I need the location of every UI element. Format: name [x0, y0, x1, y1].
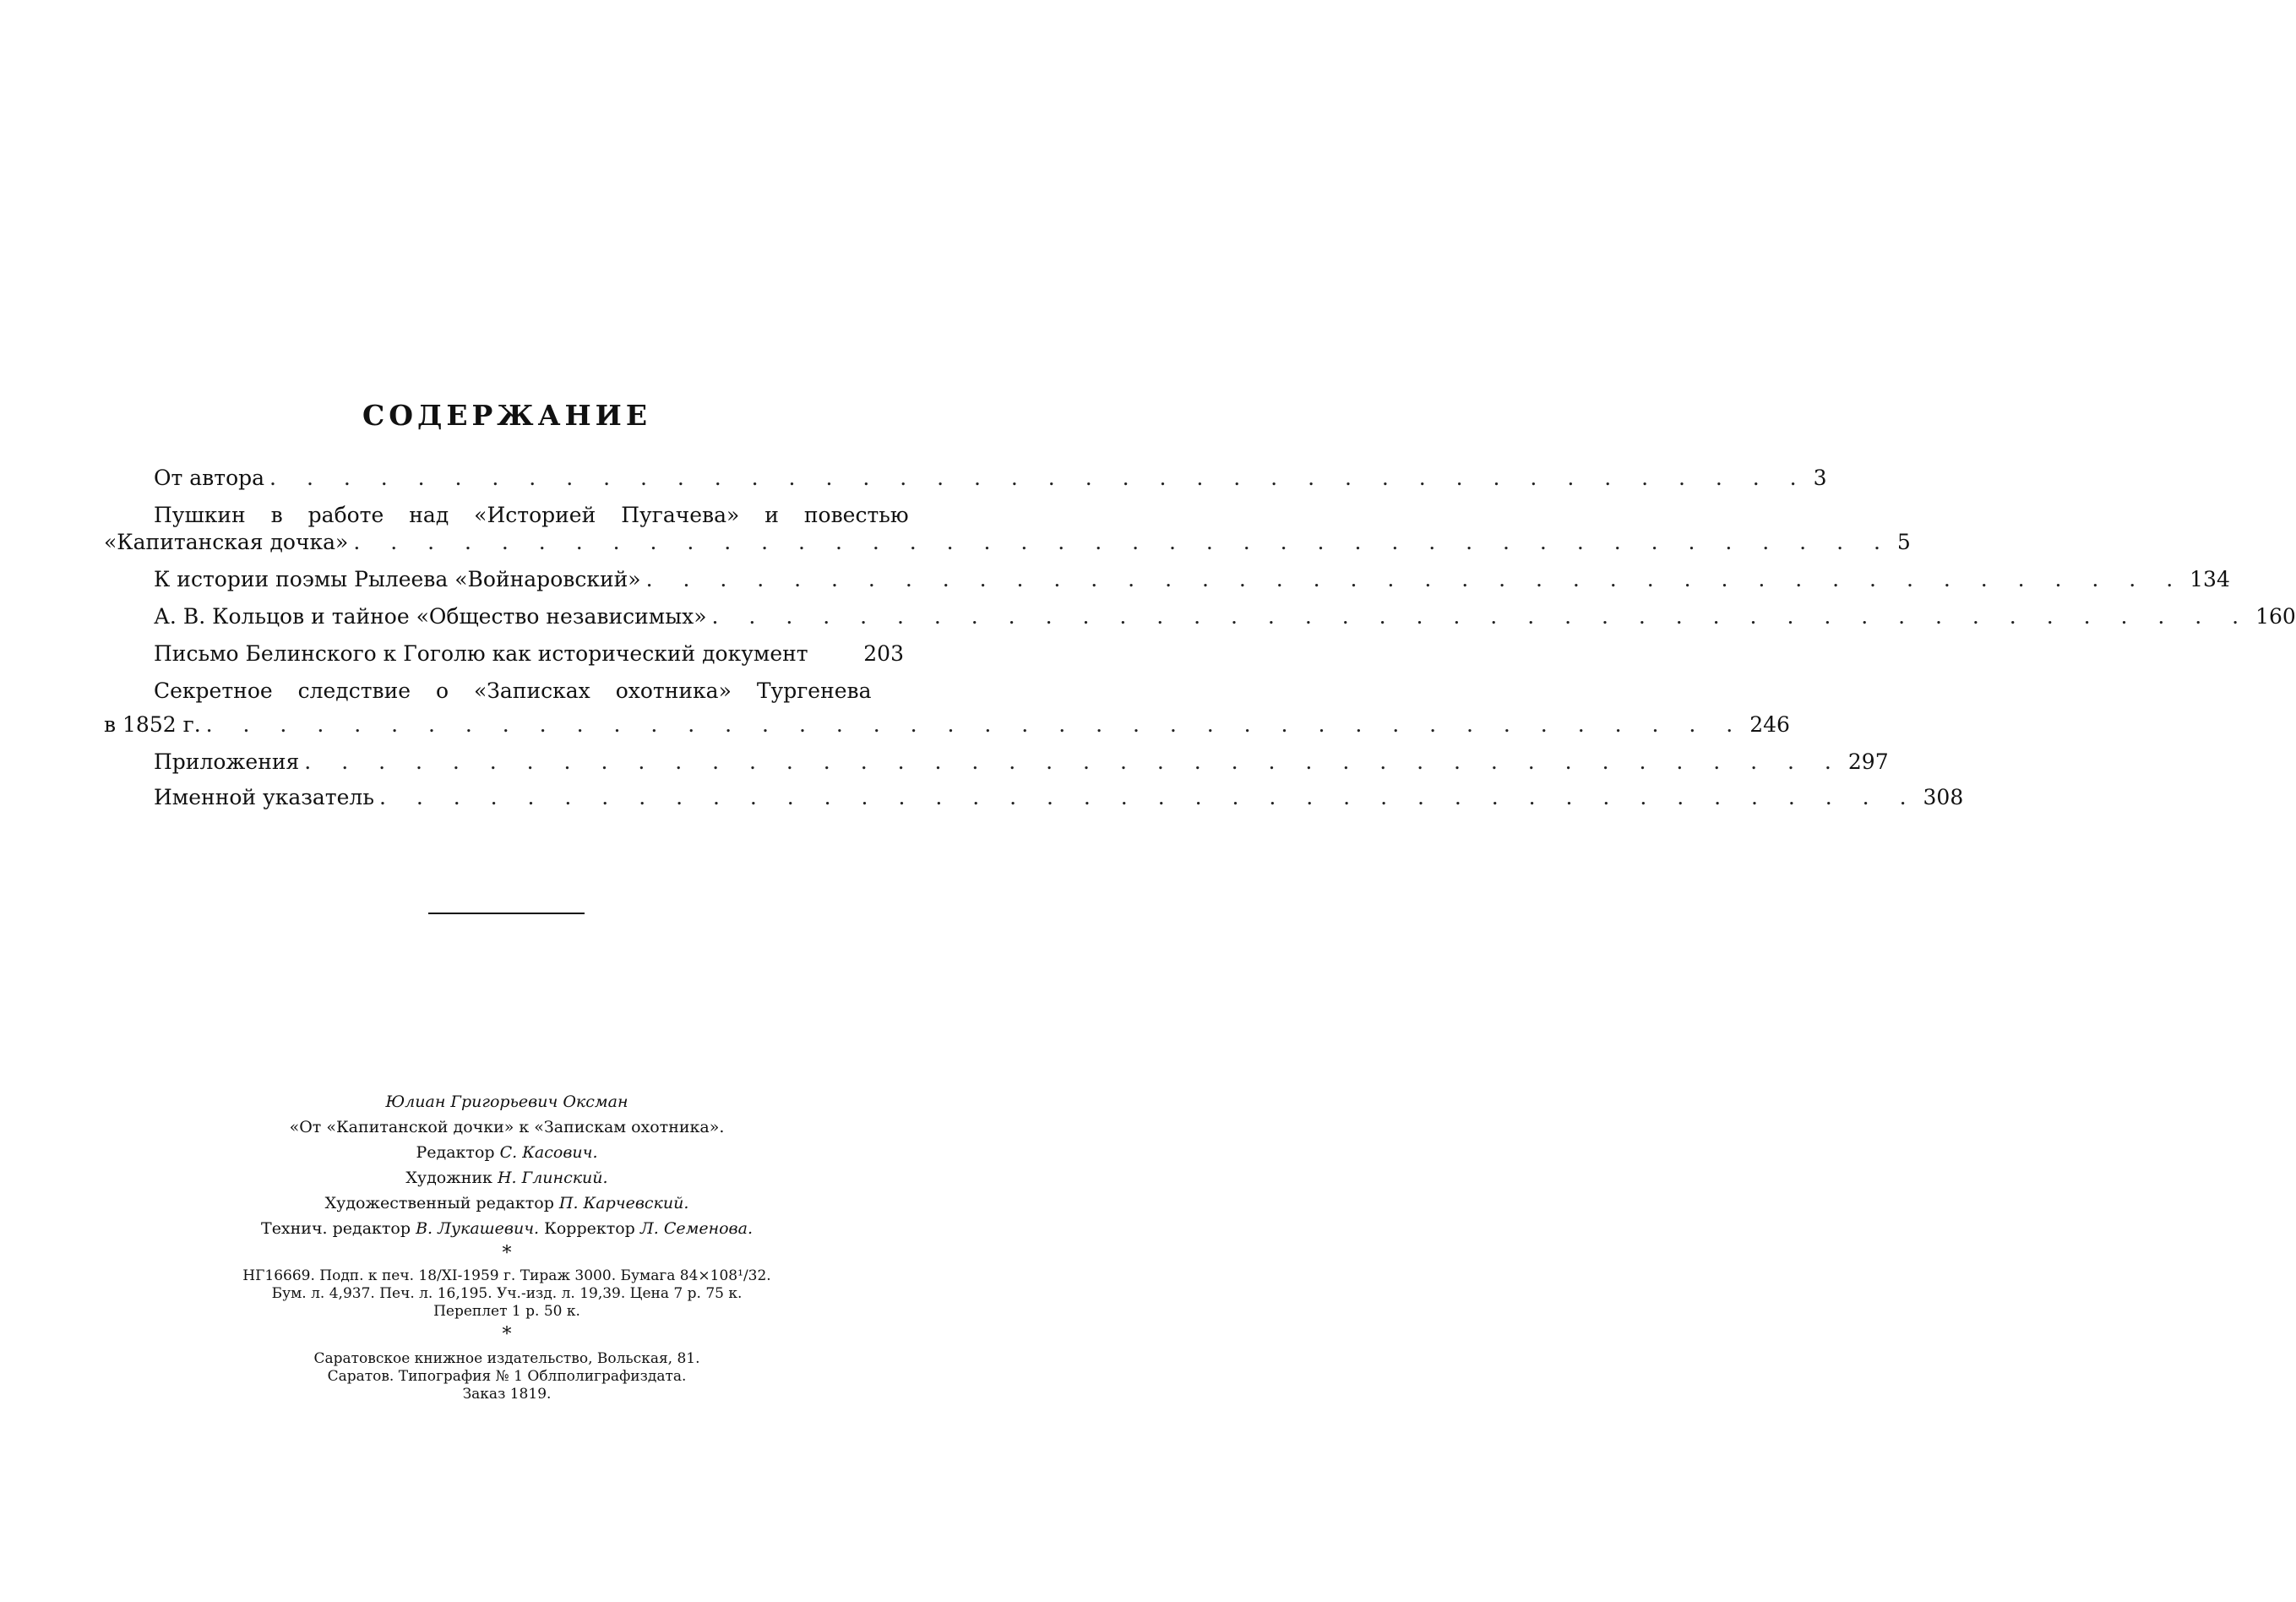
toc-entry-page: 5 — [1896, 530, 1911, 554]
imprint-artist — [0, 1166, 1014, 1190]
toc-entry-title: К истории поэмы Рылеева «Войнаровский» — [154, 567, 641, 591]
toc-entry — [104, 527, 1911, 558]
toc-entry — [154, 463, 1827, 493]
toc-entry — [154, 747, 1889, 777]
imprint-editor-label: Редактор — [416, 1143, 495, 1162]
imprint-corrector-label: Корректор — [544, 1219, 635, 1238]
toc-leader-dots: . . . . . . . . . . . . . . . . . . . . . . . . . . . . . . . . . . . . . . . . . . — [353, 530, 1892, 554]
toc-entry-page: 246 — [1749, 712, 1790, 737]
toc-leader-dots: . . . . . . . . . . . . . . . . . . . . . . . . . . . . . . . . . . . . . . . . . . — [378, 785, 1918, 809]
toc-entry-page: 203 — [863, 641, 904, 666]
imprint-tech-editor-label: Технич. редактор — [261, 1219, 411, 1238]
toc-entry-title-cont: «Капитанская дочка» — [104, 530, 349, 554]
toc-entry-title: Именной указатель — [154, 785, 374, 809]
imprint-tech-editor-name: В. Лукашевич. — [416, 1219, 540, 1238]
imprint-print-line: Переплет 1 р. 50 к. — [433, 1303, 580, 1320]
toc-leader-dots: . . . . . . . . . . . . . . . . . . . . . . . . . . . . . . . . . . . . . . . . . . — [645, 567, 2185, 591]
imprint-art-editor — [0, 1191, 1014, 1215]
toc-entry-title: Секретное следствие о «Записках охотника» Тургенева — [154, 678, 872, 703]
imprint-publisher-line: Саратов. Типография № 1 Облполиграфиздата. — [327, 1368, 687, 1385]
imprint-book-title: «От «Капитанской дочки» к «Запискам охотника». — [289, 1118, 725, 1136]
toc-entry-line1 — [154, 500, 909, 531]
toc-leader-dots: . . . . . . . . . . . . . . . . . . . . . . . . . . . . . . . . . . . . . . . . . . — [304, 749, 1843, 774]
imprint-artist-label: Художник — [405, 1169, 492, 1187]
imprint-editor-name: С. Касович. — [499, 1143, 598, 1162]
imprint-art-editor-label: Художественный редактор — [324, 1194, 554, 1212]
toc-entry-title: От автора — [154, 466, 265, 490]
toc-entry-page: 308 — [1923, 785, 1964, 809]
toc-entry-title: Приложения — [154, 749, 300, 774]
toc-entry-page: 297 — [1847, 749, 1889, 774]
imprint-separator-star: * — [502, 1243, 512, 1264]
imprint-print-line: Бум. л. 4,937. Печ. л. 16,195. Уч.-изд. л. 19,39. Цена 7 р. 75 к. — [271, 1285, 743, 1302]
imprint-artist-name: Н. Глинский. — [497, 1169, 608, 1187]
page-title: СОДЕРЖАНИЕ — [362, 399, 651, 432]
toc-leader-dots: . . . . . . . . . . . . . . . . . . . . . . . . . . . . . . . . . . . . . . . . . . — [711, 604, 2251, 629]
toc-entry-line1 — [154, 676, 872, 706]
imprint-tech-editor — [0, 1217, 1014, 1240]
imprint-publisher-line: Саратовское книжное издательство, Вольская, 81. — [313, 1350, 700, 1367]
toc-entry — [154, 639, 904, 669]
imprint-order: Заказ 1819. — [462, 1386, 552, 1403]
toc-entry-title: Пушкин в работе над «Историей Пугачева» и повестью — [154, 503, 909, 527]
toc-entry-page: 3 — [1813, 466, 1827, 490]
toc-entry-title: А. В. Кольцов и тайное «Общество независимых» — [154, 604, 707, 629]
toc-entry-page: 160 — [2255, 604, 2296, 629]
imprint-corrector-name: Л. Семенова. — [639, 1219, 753, 1238]
imprint-art-editor-name: П. Карчевский. — [558, 1194, 689, 1212]
toc-entry — [154, 564, 2230, 595]
imprint-editor — [0, 1141, 1014, 1164]
toc-entry-page: 134 — [2190, 567, 2230, 591]
toc-entry — [154, 602, 2296, 632]
imprint-print-line: НГ16669. Подп. к печ. 18/XI-1959 г. Тираж 3000. Бумага 84×108¹/32. — [242, 1267, 771, 1284]
section-divider — [428, 913, 585, 914]
toc-entry — [104, 710, 1790, 740]
toc-leader-dots: . . . . . . . . . . . . . . . . . . . . . . . . . . . . . . . . . . . . . . . . . . — [269, 466, 1809, 490]
imprint-author: Юлиан Григорьевич Оксман — [385, 1093, 628, 1111]
toc-entry — [154, 782, 1964, 813]
toc-entry-title: Письмо Белинского к Гоголю как исторический документ — [154, 641, 808, 666]
toc-leader-dots: . . . . . . . . . . . . . . . . . . . . . . . . . . . . . . . . . . . . . . . . . . — [205, 712, 1745, 737]
toc-entry-title-cont: в 1852 г. — [104, 712, 201, 737]
imprint-separator-star: * — [502, 1324, 512, 1345]
